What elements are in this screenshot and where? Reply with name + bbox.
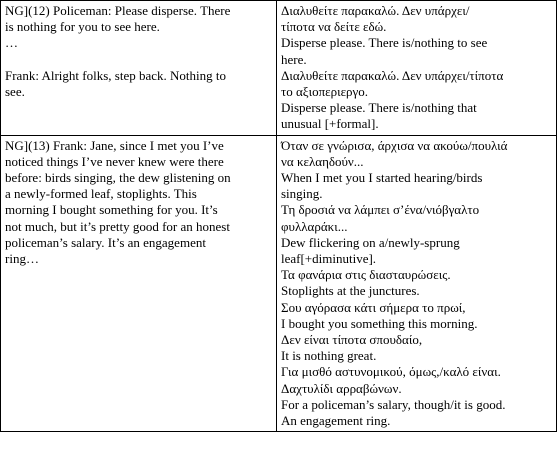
blank-line xyxy=(5,52,272,68)
text-line: a newly-formed leaf, stoplights. This xyxy=(5,186,197,202)
text-line: It is nothing great. xyxy=(281,348,377,364)
text-line: Frank: Alright folks, step back. Nothing to xyxy=(5,67,226,83)
text-line: Διαλυθείτε παρακαλώ. Δεν υπάρχει/τίποτα xyxy=(281,67,504,83)
text-line: Τα φανάρια στις διασταυρώσεις. xyxy=(281,267,451,283)
text-line: noticed things I’ve never knew were there xyxy=(5,153,224,169)
text-line: Stoplights at the junctures. xyxy=(281,283,420,299)
text-line: ring… xyxy=(5,251,39,267)
text-line: is nothing for you to see here. xyxy=(5,19,160,35)
text-line: Δεν είναι τίποτα σπουδαίο, xyxy=(281,332,423,348)
text-line: singing. xyxy=(281,186,323,202)
text-line: Disperse please. There is/nothing that xyxy=(281,100,477,116)
text-line: τίποτα να δείτε εδώ. xyxy=(281,19,387,35)
translation-text-cell xyxy=(277,135,557,432)
source-text-cell xyxy=(1,135,277,432)
source-text-cell xyxy=(1,1,277,136)
text-line: When I met you I started hearing/birds xyxy=(281,170,483,186)
table-row xyxy=(1,135,557,432)
text-line: να κελαηδούν... xyxy=(281,153,364,169)
text-line: not much, but it’s pretty good for an honest xyxy=(5,218,230,234)
text-line: leaf[+diminutive]. xyxy=(281,251,377,267)
text-line: το αξιοπεριεργο. xyxy=(281,84,369,100)
text-line: Δαχτυλίδι αρραβώνων. xyxy=(281,380,402,396)
text-line: NG](12) Policeman: Please disperse. There xyxy=(5,3,231,18)
text-line: φυλλαράκι... xyxy=(281,218,348,234)
text-line: before: birds singing, the dew glistening on xyxy=(5,170,231,186)
text-line: For a policeman’s salary, though/it is good. xyxy=(281,396,506,412)
text-line: see. xyxy=(5,84,25,99)
text-line: policeman’s salary. It’s an engagement xyxy=(5,234,206,250)
text-line: Dew flickering on a/newly-sprung xyxy=(281,234,460,250)
text-line: Disperse please. There is/nothing to see xyxy=(281,35,488,51)
text-line: Όταν σε γνώρισα, άρχισα να ακούω/πουλιά xyxy=(281,137,508,153)
text-line: Διαλυθείτε παρακαλώ. Δεν υπάρχει/ xyxy=(281,3,470,18)
translation-text-cell xyxy=(277,1,557,136)
text-line: I bought you something this morning. xyxy=(281,315,478,331)
text-line: … xyxy=(5,35,18,51)
text-line: NG](13) Frank: Jane, since I met you I’ve xyxy=(5,137,224,153)
text-line: Τη δροσιά να λάμπει σ’ένα/νιόβγαλτο xyxy=(281,202,480,218)
text-line: morning I bought something for you. It’s xyxy=(5,202,218,218)
text-line: here. xyxy=(281,51,307,67)
text-line: Για μισθό αστυνομικού, όμως,/καλό είναι. xyxy=(281,364,501,380)
text-line: Σου αγόρασα κάτι σήμερα το πρωί, xyxy=(281,299,466,315)
text-line: unusual [+formal]. xyxy=(281,116,379,132)
table-row xyxy=(1,1,557,136)
text-line: An engagement ring. xyxy=(281,413,391,429)
